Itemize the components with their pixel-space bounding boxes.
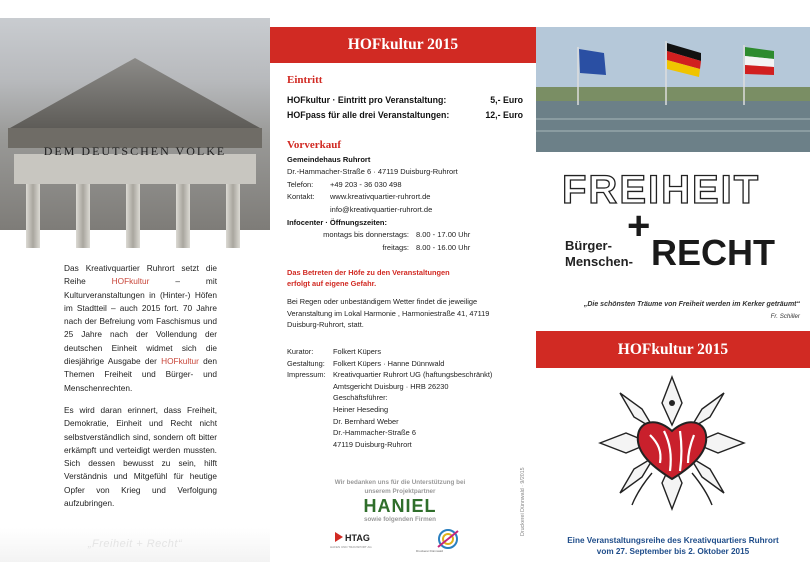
schiller-quote: „Die schönsten Träume von Freiheit werden im Kerker geträumt“ [583, 301, 800, 308]
druckerei-caption: Druckerei Dünnwald [416, 549, 444, 553]
sponsors-caption: sowie folgenden Firmen [363, 516, 437, 523]
imprint-label [287, 381, 333, 393]
intro-paragraph-1 [64, 262, 217, 395]
imprint-label: Impressum: [287, 370, 326, 380]
website-link[interactable]: www.kreativquartier-ruhrort.de [330, 192, 431, 202]
hofkultur-highlight: HOFkultur [111, 276, 150, 287]
druckerei-logo-icon [430, 527, 466, 551]
imprint-row [287, 416, 492, 428]
venue-name: Gemeindehaus Ruhrort [287, 155, 371, 164]
htag-subtitle: HAFEN UND TRANSPORT AG [330, 545, 372, 549]
venue-block [287, 154, 470, 254]
buerger-text: Bürger- [565, 238, 612, 253]
haniel-logo: HANIEL [363, 496, 437, 516]
column [126, 184, 140, 248]
title-banner: HOFkultur 2015 [270, 27, 536, 63]
hours-days: freitags: [382, 242, 409, 252]
motto-text: „Freiheit + Recht“ [87, 538, 183, 550]
right-panel [536, 0, 810, 577]
imprint-value: Heiner Heseding [333, 404, 389, 414]
recht-headline: RECHT [651, 232, 775, 273]
htag-triangle-icon [335, 532, 343, 542]
imprint-label: Kurator: [287, 347, 314, 356]
column [176, 184, 190, 248]
reichstag-pediment [10, 58, 260, 128]
rights-prefix [565, 238, 633, 270]
left-panel [0, 0, 270, 577]
quote-author: Fr. Schiller [770, 313, 800, 320]
hofkultur-highlight: HOFkultur [161, 356, 199, 367]
intro-paragraph-2: Es wird daran erinnert, dass Freiheit, Demokratie, Einheit und Recht nicht selbstverständlich sind, sondern oft bitter erkämpft und verteidigt werden mussten. Sich dessen bewusst zu sein, hilft Verständnis und Mitgefühl für heutige Opfer von Krieg und Verfolgung aufzubringen. [64, 404, 217, 509]
phone-number[interactable]: +49 203 - 36 030 498 [330, 179, 402, 189]
contact-label: Kontakt: [287, 192, 315, 202]
imprint-value: Geschäftsführer: [333, 393, 388, 403]
imprint-value: Folkert Küpers · Hanne Dünnwald [333, 358, 445, 368]
thanks-line: unserem Projektpartner [364, 488, 436, 495]
footer-line: vom 27. September bis 2. Oktober 2015 [596, 547, 750, 556]
imprint-label [287, 427, 333, 439]
imprint-value: Kreativquartier Ruhrort UG (haftungsbeschränkt) [333, 370, 493, 380]
hours-time: 8.00 - 16.00 Uhr [416, 242, 471, 252]
flags-photo [536, 27, 810, 152]
column [76, 184, 90, 248]
imprint-row [287, 346, 492, 358]
reichstag-photo [0, 18, 270, 230]
imprint-row [287, 381, 492, 393]
imprint-value: Dr. Bernhard Weber [333, 416, 399, 426]
title-banner: HOFkultur 2015 [536, 331, 810, 368]
imprint-row [287, 392, 492, 404]
menschen-text: Menschen- [565, 254, 633, 269]
imprint-row [287, 358, 492, 370]
thanks-text [310, 478, 490, 496]
price-label: HOFpass für alle drei Veranstaltungen: [287, 110, 450, 120]
column [226, 184, 240, 248]
imprint-value: 47119 Duisburg-Ruhrort [333, 439, 412, 449]
imprint-label [287, 392, 333, 404]
vorverkauf-heading: Vorverkauf [287, 139, 341, 151]
intro-text-segment: Das Kreativquartier Ruhrort setzt die Reihe [64, 263, 217, 287]
plus-sign: + [627, 204, 651, 248]
price-label: HOFkultur · Eintritt pro Veranstaltung: [287, 95, 447, 105]
eintritt-heading: Eintritt [287, 74, 323, 86]
price-value: 5,- Euro [490, 95, 523, 105]
column [26, 184, 40, 248]
email-link[interactable]: info@kreativquartier-ruhrort.de [330, 204, 433, 214]
imprint-value: Dr.-Hammacher-Straße 6 [333, 428, 416, 438]
imprint-row [287, 439, 492, 451]
heart-cross-emblem-icon [592, 373, 752, 513]
intro-text [64, 262, 217, 519]
imprint-label [287, 404, 333, 416]
warning-line: erfolgt auf eigene Gefahr. [287, 278, 377, 288]
imprint-row [287, 404, 492, 416]
warning-line: Das Betreten der Höfe zu den Veranstaltungen [287, 268, 450, 277]
safety-warning [287, 268, 450, 289]
price-row [287, 95, 523, 105]
intro-text-segment: – mit Kulturveranstaltungen in (Hinter-) Höfen im Stadtteil – auch 2015 fort. 70 Jahre nach der Befreiung vom Faschismus und 25 Jahre nach der Vollendung der deutschen Einheit widmet sich die diesjährige Ausgabe der [64, 276, 217, 367]
price-row [287, 110, 523, 120]
imprint-value: Folkert Küpers [333, 347, 382, 356]
price-value: 12,- Euro [485, 110, 523, 120]
event-series-footer [536, 535, 810, 557]
hours-heading: Infocenter · Öffnungszeiten: [287, 218, 387, 228]
imprint-value: Amtsgericht Duisburg · HRB 26230 [333, 381, 449, 391]
footer-line: Eine Veranstaltungsreihe des Kreativquartiers Ruhrort [567, 536, 779, 545]
hours-time: 8.00 - 17.00 Uhr [416, 230, 471, 240]
phone-label: Telefon: [287, 179, 314, 189]
middle-panel [270, 0, 536, 577]
imprint-label [287, 416, 333, 428]
rain-notice: Bei Regen oder unbeständigem Wetter findet die jeweilige Veranstaltung im Lokal Harmonie , Harmoniestraße 41, 47119 Duisburg-Ruhrort, statt. [287, 297, 490, 329]
htag-name: HTAG [345, 533, 370, 543]
imprint-label [287, 439, 333, 451]
imprint-table [287, 346, 492, 450]
imprint-label: Gestaltung: [287, 358, 325, 368]
venue-address: Dr.-Hammacher-Straße 6 · 47119 Duisburg-Ruhrort [287, 167, 458, 177]
hours-days: montags bis donnerstags: [323, 230, 409, 240]
thanks-line: Wir bedanken uns für die Unterstützung bei [334, 479, 466, 486]
reichstag-inscription: DEM DEUTSCHEN VOLKE [43, 144, 227, 158]
intro-text-segment: den Themen Freiheit und Bürger- und Menschenrechten. [64, 356, 217, 393]
imprint-row [287, 369, 492, 381]
freiheit-headline: FREIHEIT [562, 168, 761, 212]
print-credit: Druckerei Dünnwald · 9/2015 [520, 467, 526, 536]
imprint-row [287, 427, 492, 439]
htag-logo [335, 532, 370, 543]
